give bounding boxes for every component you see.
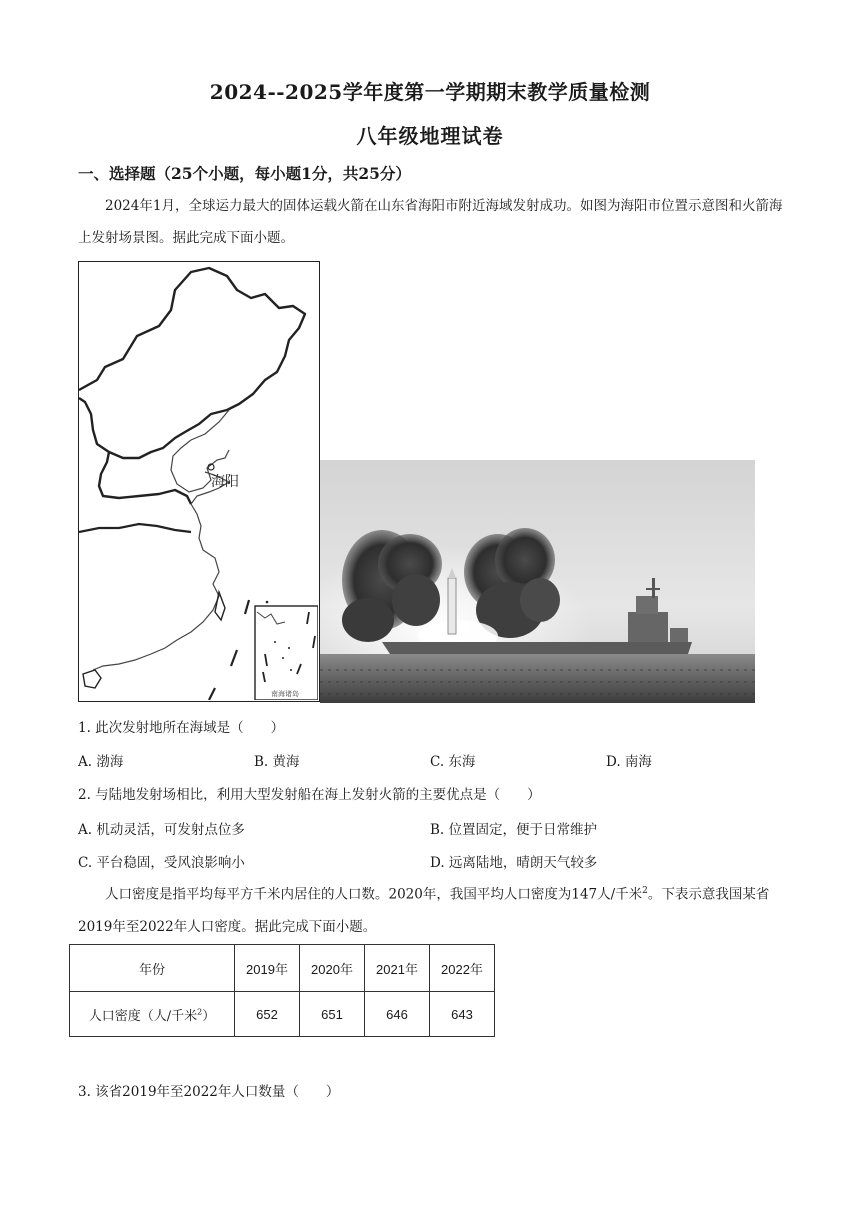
passage-1: 2024年1月，全球运力最大的固体运载火箭在山东省海阳市附近海域发射成功。如图为海阳市位置示意图和火箭海上发射场景图。据此完成下面小题。 — [78, 198, 783, 246]
exam-subtitle: 八年级地理试卷 — [356, 124, 504, 148]
table-year: 2019年 — [235, 945, 300, 992]
table-cell-value: 652 — [235, 992, 300, 1037]
q1-option-b: B. 黄海 — [254, 754, 300, 770]
figure-group — [78, 261, 758, 706]
q1-option-d: D. 南海 — [606, 754, 652, 770]
table-cell-value: 643 — [430, 992, 495, 1037]
section-heading: 一、选择题（25个小题，每小题1分，共25分） — [78, 164, 411, 183]
table-year: 2020年 — [300, 945, 365, 992]
table-year: 2021年 — [365, 945, 430, 992]
table-header-label: 年份 — [70, 945, 235, 992]
exam-title: 2024--2025学年度第一学期期末教学质量检测 — [209, 80, 651, 104]
passage-2-sup: 2 — [642, 886, 648, 896]
passage-2-text: 人口密度是指平均每平方千米内居住的人口数。2020年，我国平均人口密度为147人/千米 — [105, 886, 643, 903]
table-cell-value: 651 — [300, 992, 365, 1037]
q1-option-c: C. 东海 — [430, 754, 476, 770]
q2-option-b: B. 位置固定，便于日常维护 — [430, 822, 598, 838]
table-row — [70, 945, 495, 992]
passage-2 — [78, 875, 784, 943]
row-label-end: ） — [202, 1008, 216, 1024]
passage-2-text-after: 。下表示意我国某省2019年至2022年人口密度。据此完成下面小题。 — [78, 886, 770, 935]
rocket-launch-photo — [320, 460, 755, 703]
table-row-label — [70, 992, 235, 1037]
map-city-label: 海阳 — [211, 474, 239, 490]
question-3-stem: 3. 该省2019年至2022年人口数量（ ） — [78, 1084, 340, 1100]
row-label-text: 人口密度（人/千米 — [88, 1008, 198, 1024]
population-density-table — [69, 944, 495, 1037]
photo-drawing — [320, 460, 755, 703]
q1-option-a: A. 渤海 — [78, 754, 124, 770]
q2-option-d: D. 远离陆地，晴朗天气较多 — [430, 855, 598, 871]
row-label-sup: 2 — [197, 1007, 203, 1017]
table-year: 2022年 — [430, 945, 495, 992]
map-drawing — [79, 262, 318, 700]
table-row — [70, 992, 495, 1037]
inset-label: 南海诸岛 — [271, 690, 299, 698]
q2-option-c: C. 平台稳固，受风浪影响小 — [78, 855, 245, 871]
q2-option-a: A. 机动灵活，可发射点位多 — [78, 822, 245, 838]
question-2-stem: 2. 与陆地发射场相比，利用大型发射船在海上发射火箭的主要优点是（ ） — [78, 787, 541, 803]
table-cell-value: 646 — [365, 992, 430, 1037]
question-1-stem: 1. 此次发射地所在海域是（ ） — [78, 720, 285, 736]
location-map — [78, 261, 320, 702]
